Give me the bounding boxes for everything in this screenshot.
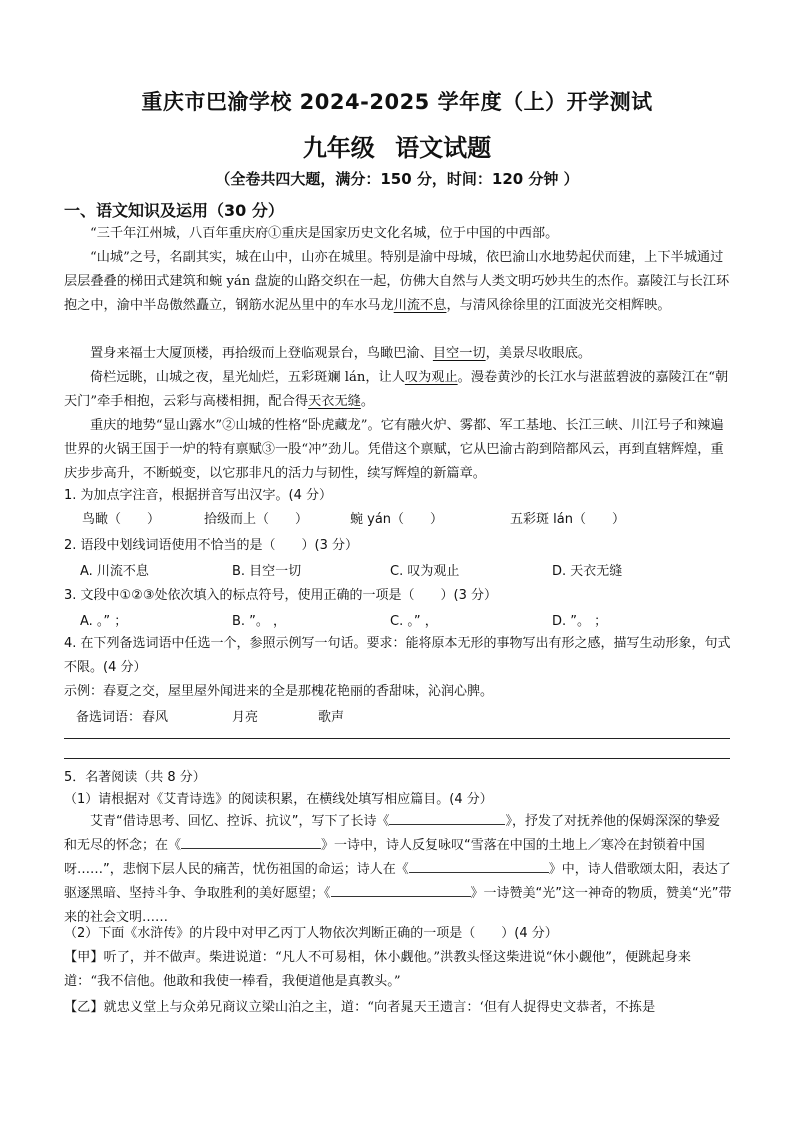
question-1-items xyxy=(64,508,732,528)
candidate-word: 歌声 xyxy=(318,710,345,725)
excerpt-jia: 【甲】听了，并不做声。柴进说道：“凡人不可易相，休小觑他。”洪教头怪这柴进说“休小觑他”，便跳起身来道：“我不信他。他敢和我使一棒看，我便道他是真教头。” xyxy=(64,950,691,989)
passage-paragraph-2 xyxy=(64,246,732,318)
question-5-sub1: （1）请根据对《艾青诗选》的阅读积累，在横线处填写相应篇目。(4 分） xyxy=(64,792,493,807)
passage-paragraph-1: “三千年江州城，八百年重庆府①重庆是国家历史文化名城，位于中国的中西部。 xyxy=(90,226,559,241)
exam-title: 重庆市巴渝学校 2024-2025 学年度（上）开学测试 xyxy=(141,90,653,114)
question-4-words xyxy=(64,706,732,726)
question-5-stem: 5．名著阅读（共 8 分） xyxy=(64,770,206,785)
question-1-stem: 1. 为加点字注音，根据拼音写出汉字。(4 分） xyxy=(64,488,333,503)
question-4-example: 示例：春夏之交，屋里屋外闻进来的全是那槐花艳丽的香甜味，沁润心脾。 xyxy=(64,684,494,699)
q3-option: B. ”。 ， xyxy=(232,614,287,629)
q3-option: C. 。” ， xyxy=(390,614,438,629)
fill-blank[interactable] xyxy=(389,810,505,825)
fill-blank[interactable] xyxy=(181,834,321,849)
passage-text: ，与清风徐徐里的江面波光交相辉映。 xyxy=(446,298,671,313)
question-3-options xyxy=(64,610,732,630)
underlined-word: 目空一切 xyxy=(432,346,486,361)
fill-text: 》，抒发了对抚养他的保姆深深的挚爱和无尽的怀念；在《 xyxy=(64,814,720,853)
question-2-stem: 2. 语段中划线词语使用不恰当的是（ ）(3 分） xyxy=(64,538,359,553)
underlined-word: 叹为观止 xyxy=(404,370,458,385)
q2-option: A. 川流不息 xyxy=(80,564,149,579)
passage-text: “山城”之号，名副其实，城在山中，山亦在城里。特别是渝中母城，依巴渝山水地势起伏而建，上下半城通过层层叠叠的梯田式建筑和蜿 yán 盘旋的山路交织在一起，仿佛大自然与人类文明巧妙共生的杰作。嘉陵江与长江环抱之中，渝中半岛傲然矗立，钢筋水泥丛里中的车水马龙 xyxy=(64,250,730,313)
candidate-word: 春风 xyxy=(142,710,169,725)
passage-paragraph-3 xyxy=(64,342,732,366)
question-2-options xyxy=(64,560,732,580)
words-label: 备选词语： xyxy=(76,710,142,725)
q1-item: 五彩斑 lán（ ） xyxy=(510,512,625,527)
question-5-sub1-text xyxy=(64,810,732,930)
fill-text: 》一诗中，诗人反复咏叹“雪落在中国的土地上／寒冷在封锁着中国呀……”，悲悯下层人民的痛苦，忧伤祖国的命运；诗人在《 xyxy=(64,838,705,877)
underlined-word: 川流不息 xyxy=(393,298,447,313)
passage-text: 置身来福士大厦顶楼，再拾级而上登临观景台，鸟瞰巴渝、 xyxy=(90,346,433,361)
q2-option: D. 天衣无缝 xyxy=(552,564,623,579)
passage-text: ，美景尽收眼底。 xyxy=(485,346,592,361)
excerpt-yi: 【乙】就忠义堂上与众弟兄商议立梁山泊之主，道：“向者晁天王遗言：‘但有人捉得史文恭者，不拣是 xyxy=(64,1000,656,1015)
underlined-word: 天衣无缝 xyxy=(308,394,361,409)
fill-blank[interactable] xyxy=(331,882,471,897)
subject-label: 语文试题 xyxy=(395,134,492,162)
exam-info: （全卷共四大题，满分：150 分，时间：120 分钟 ） xyxy=(215,170,579,188)
grade-label: 九年级 xyxy=(302,134,375,162)
q3-option: D. ”。 ； xyxy=(552,614,608,629)
q2-option: B. 目空一切 xyxy=(232,564,302,579)
passage-paragraph-5: 重庆的地势“显山露水”②山城的性格“卧虎藏龙”。它有融火炉、雾都、军工基地、长江三峡、川江号子和辣遍世界的火锅王国于一炉的特有禀赋③一股“冲”劲儿。凭借这个禀赋，它从巴渝古韵到陪都风云，再到直辖辉煌，重庆步步高升，不断蜕变，以它那非凡的活力与韧性，续写辉煌的新篇章。 xyxy=(64,418,724,481)
passage-text: 。漫卷黄沙的长江水与湛蓝碧波的嘉陵江在“朝天门”牵手相抱，云彩与高楼相拥，配合得 xyxy=(64,370,729,409)
q1-item: 蜿 yán（ ） xyxy=(350,512,444,527)
q1-item: 鸟瞰（ ） xyxy=(82,512,161,527)
passage-text: 倚栏远眺，山城之夜，星光灿烂，五彩斑斓 lán，让人 xyxy=(90,370,405,385)
question-5-sub2: （2）下面《水浒传》的片段中对甲乙丙丁人物依次判断正确的一项是（ ）(4 分） xyxy=(64,926,558,941)
fill-text: 艾青“借诗思考、回忆、控诉、抗议”，写下了长诗《 xyxy=(90,814,390,829)
question-3-stem: 3. 文段中①②③处依次填入的标点符号，使用正确的一项是（ ）(3 分） xyxy=(64,588,497,603)
question-4-stem: 4. 在下列备选词语中任选一个，参照示例写一句话。要求：能将原本无形的事物写出有形之感，描写生动形象，句式不限。(4 分） xyxy=(64,636,731,675)
passage-text: 。 xyxy=(360,394,375,409)
fill-text: 》中，诗人借歌颂太阳，表达了驱逐黑暗、坚持斗争、争取胜利的美好愿望；《 xyxy=(64,862,731,901)
q2-option: C. 叹为观止 xyxy=(390,564,460,579)
section-heading: 一、语文知识及运用（30 分） xyxy=(64,201,284,220)
fill-text: 》一诗赞美“光”这一神奇的物质，赞美“光”带来的社会文明…… xyxy=(64,886,732,925)
answer-line[interactable] xyxy=(64,758,730,759)
fill-blank[interactable] xyxy=(409,858,549,873)
candidate-word: 月亮 xyxy=(232,710,259,725)
exam-subtitle xyxy=(0,128,794,163)
passage-paragraph-4 xyxy=(64,366,732,414)
answer-line[interactable] xyxy=(64,738,730,739)
q1-item: 拾级而上（ ） xyxy=(204,512,309,527)
q3-option: A. 。” ； xyxy=(80,614,128,629)
